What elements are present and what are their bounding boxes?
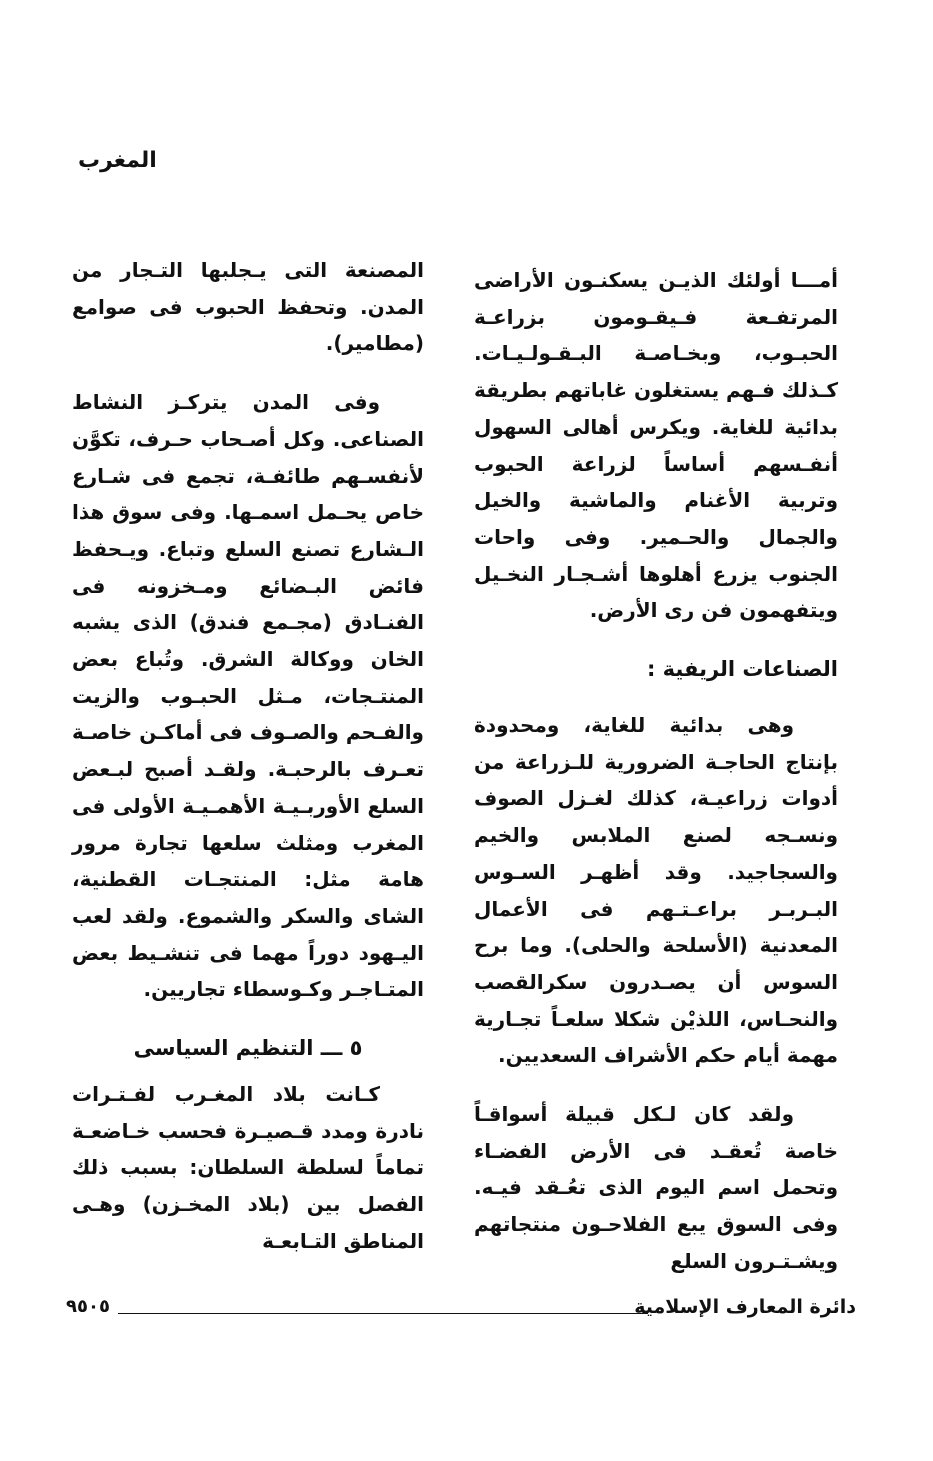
- page-header-title: المغرب: [78, 148, 157, 173]
- paragraph-manufactured-goods: المصنعة التى يـجلبها التـجار من المدن. وتحفظ الحبوب فى صوامع (مطامير).: [72, 258, 424, 356]
- page-number: ٩٥٠٥: [66, 1296, 110, 1317]
- page-footer: [66, 1296, 856, 1326]
- paragraph-tribal-markets: ولقد كان لـكل قبيلة أسواقـاً خاصة تُعقـد فى الأرض الفضـاء وتحمل اسم اليوم الذى تعُـقد فيـه. وفى السوق يبع الفلاحـون منتجاتهم ويشـتـرون السلع: [474, 1102, 838, 1273]
- footer-rule: [118, 1313, 648, 1314]
- section-heading-rural-industries: الصناعات الريفية :: [646, 657, 838, 682]
- publication-name: دائرة المعارف الإسلامية: [634, 1296, 856, 1318]
- paragraph-urban-industry: وفى المدن يتركـز النشاط الصناعى. وكل أصـحاب حـرف، تكوَّن لأنفسـهم طائفـة، تجمع فى شـارع خاص يحـمل اسمـها. وفى سوق هذا الـشارع تصنع السلع وتباع. ويـحفظ فائض البـضائع ومـخزونه فى الفنـادق (مجـمع فندق) الذى يشبه الخان ووكالة الشرق. وتُباع بعض المنتـجات، مـثل الحبـوب والزيت والفـحم والصـوف فى أماكـن خاصـة تعـرف بالرحبـة. ولقـد أصبح لبـعض السلع الأوربـيـة الأهمـيـة الأولى فى المغرب ومثلث سلعها تجارة مرور هامة مثل: المنتجـات القطنية، الشاى والسكر والشموع. ولقد لعب اليـهود دوراً مهما فى تنشـيط بعض المتـاجـر وكـوسطاء تجاريين.: [72, 390, 424, 1002]
- left-text-column: [72, 252, 424, 1282]
- paragraph-political-organization: كـانت بلاد المغـرب لفـتـرات نادرة ومدد قـصيـرة فحسب خـاضعـة تماماً لسلطة السلطان: بسبب ذلك الفصل بين (بلاد المخـزن) وهـى المناطق التـابعـة: [72, 1082, 424, 1253]
- right-text-column: [474, 262, 838, 1302]
- paragraph-rural-industries: وهى بدائية للغاية، ومحدودة بإنتاج الحاجـة الضرورية للـزراعة من أدوات زراعيـة، كذلك لغـزل الصوف ونسـجه لصنع الملابس والخيم والسجاجيد. وقد أظهـر السـوس البـربـر براعـتـهم فى الأعمال المعدنية (الأسلحة والحلى). وما برح السوس أن يصـدرون سكرالقصب والنحـاس، اللذيْن شكلا سلعـاً تجـارية مهمة أيام حكم الأشراف السعديين.: [474, 713, 838, 1068]
- paragraph-highlands: أمـــا أولئك الذيـن يسكنـون الأراضى المرتفـعة فـيقـومون بزراعـة الحبـوب، وبخـاصـة البـقـولـيـات. كـذلك فـهم يستغلون غاباتهم بطريقة بدائية للغاية. ويكرس أهالى السهول أنفـسهم أساساً لزراعة الحبوب وتربية الأغنام والماشية والخيل والجمال والحـمير. وفى واحات الجنوب يزرع أهلوها أشـجـار النخـيل ويتفهمون فن رى الأرض.: [474, 268, 838, 623]
- section-heading-political-organization: ٥ ـــ التنظيم السياسى: [133, 1036, 363, 1061]
